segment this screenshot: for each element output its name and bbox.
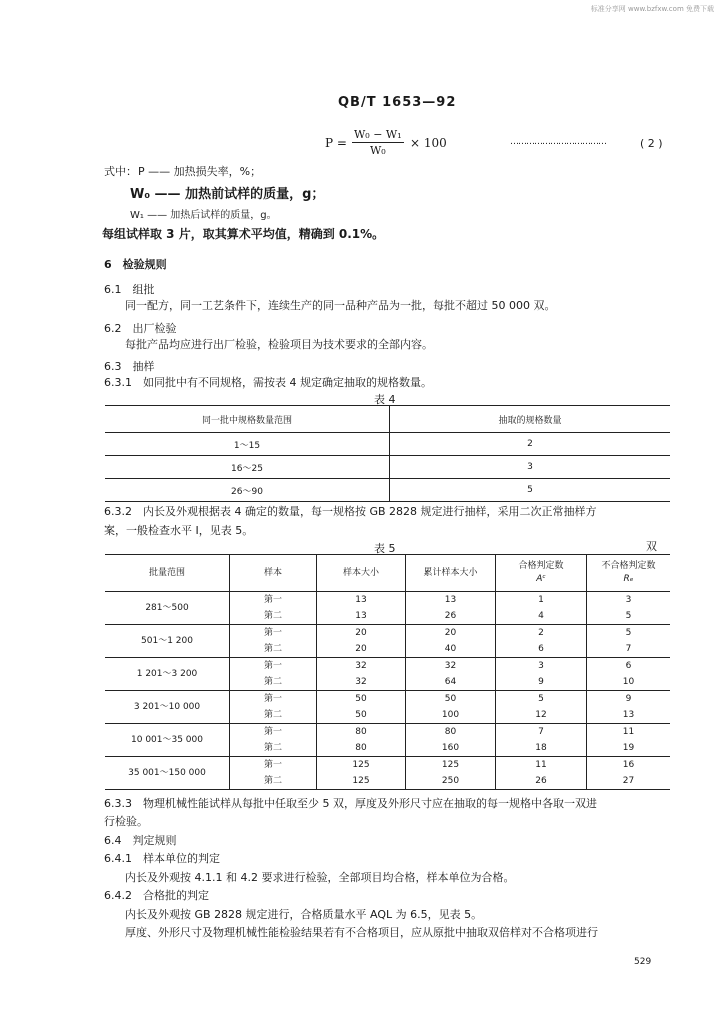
batch-range-cell: 3 201～10 000	[105, 691, 230, 724]
table-row	[105, 433, 670, 456]
table-5-caption: 表 5	[374, 542, 396, 555]
table-cell: 80	[317, 740, 406, 757]
table-5-header-ac-symbol: Aᶜ	[536, 574, 546, 584]
batch-range-cell: 35 001～150 000	[105, 757, 230, 790]
table-cell: 16～25	[105, 456, 390, 479]
formula-fraction	[352, 128, 404, 157]
table-cell: 20	[406, 625, 496, 642]
table-cell: 第一	[230, 757, 317, 774]
table-cell: 13	[622, 710, 635, 720]
formula-times: × 100	[410, 136, 447, 150]
section-6-3-3-line2: 行检验。	[104, 815, 148, 828]
table-cell: 第二	[230, 674, 317, 691]
table-cell: 80	[317, 724, 406, 741]
table-cell: 19	[622, 743, 635, 753]
batch-range-cell: 10 001～35 000	[105, 724, 230, 757]
table-cell: 第二	[230, 707, 317, 724]
section-6-1-text: 同一配方，同一工艺条件下，连续生产的同一品种产品为一批，每批不超过 50 000 双。	[125, 299, 556, 312]
table-row	[105, 757, 670, 774]
table-cell: 2	[496, 625, 587, 642]
table-row	[105, 592, 670, 609]
table-5-header-re	[587, 555, 671, 592]
table-row	[105, 724, 670, 741]
table-cell: 第二	[230, 740, 317, 757]
table-4-header-range: 同一批中规格数量范围	[105, 406, 390, 433]
table-cell: 5	[587, 625, 671, 642]
table-cell: 160	[406, 740, 496, 757]
table-cell: 250	[406, 773, 496, 790]
table-5-header-size: 样本大小	[317, 555, 406, 592]
table-cell: 100	[406, 707, 496, 724]
formula-denominator: W₀	[369, 144, 386, 157]
table-cell: 1～15	[105, 433, 390, 456]
where-lead: 式中：	[104, 165, 137, 178]
table-row	[105, 625, 670, 642]
table-cell: 3	[496, 658, 587, 675]
table-cell: 20	[317, 625, 406, 642]
table-5-unit: 双	[646, 540, 657, 553]
table-cell: 32	[317, 674, 406, 691]
section-6-4-2: 6.4.2 合格批的判定	[104, 889, 209, 902]
table-cell: 7	[625, 644, 632, 654]
section-6-4: 6.4 判定规则	[104, 834, 177, 847]
formula-number: ( 2 )	[640, 137, 663, 150]
where-w1: W₁ —— 加热后试样的质量，g。	[130, 210, 277, 221]
table-cell: 26	[406, 608, 496, 625]
section-6-2-text: 每批产品均应进行出厂检验，检验项目为技术要求的全部内容。	[125, 338, 433, 351]
formula-numerator: W₀ − W₁	[354, 128, 402, 141]
section-6-4-2-text2: 厚度、外形尺寸及物理机械性能检验结果若有不合格项目，应从原批中抽取双倍样对不合格项进行	[125, 926, 598, 939]
table-cell: 第一	[230, 592, 317, 609]
table-cell: 9	[496, 674, 587, 691]
table-row	[105, 691, 670, 708]
where-p: P —— 加热损失率，%；	[138, 165, 262, 178]
batch-range-cell: 281～500	[105, 592, 230, 625]
table-cell: 10	[622, 677, 635, 687]
watermark: 标准分享网 www.bzfxw.com 免费下载	[590, 5, 714, 13]
table-cell: 32	[406, 658, 496, 675]
table-cell: 11	[496, 757, 587, 774]
section-6-1: 6.1 组批	[104, 283, 155, 296]
table-cell: 50	[317, 707, 406, 724]
table-4-caption: 表 4	[374, 393, 396, 406]
table-cell: 16	[587, 757, 671, 774]
page-number: 529	[634, 957, 652, 967]
formula-lhs: P =	[325, 136, 347, 150]
table-cell: 11	[587, 724, 671, 741]
table-cell: 125	[317, 773, 406, 790]
table-row	[105, 658, 670, 675]
table-cell: 7	[496, 724, 587, 741]
table-cell: 第二	[230, 608, 317, 625]
table-cell: 5	[625, 611, 632, 621]
section-6-3-2-line2: 案，一般检查水平 Ⅰ，见表 5。	[104, 524, 254, 537]
table-cell: 第一	[230, 691, 317, 708]
table-cell: 4	[496, 608, 587, 625]
table-cell: 18	[496, 740, 587, 757]
table-cell: 2	[390, 433, 671, 456]
section-6-3-1: 6.3.1 如同批中有不同规格，需按表 4 规定确定抽取的规格数量。	[104, 376, 432, 389]
table-cell: 26	[496, 773, 587, 790]
table-5-header-batch: 批量范围	[105, 555, 230, 592]
table-cell: 80	[406, 724, 496, 741]
section-6-2: 6.2 出厂检验	[104, 322, 177, 335]
table-4	[105, 405, 670, 502]
table-cell: 64	[406, 674, 496, 691]
table-cell: 27	[622, 776, 635, 786]
table-cell: 125	[317, 757, 406, 774]
table-cell: 1	[496, 592, 587, 609]
table-cell: 13	[317, 592, 406, 609]
section-6-4-1: 6.4.1 样本单位的判定	[104, 852, 220, 865]
table-row	[105, 456, 670, 479]
batch-range-cell: 501～1 200	[105, 625, 230, 658]
table-cell: 40	[406, 641, 496, 658]
table-cell: 13	[406, 592, 496, 609]
table-cell: 第二	[230, 641, 317, 658]
sample-note: 每组试样取 3 片，取其算术平均值，精确到 0.1%。	[102, 227, 385, 241]
table-cell: 3	[390, 456, 671, 479]
table-5-header-sample: 样本	[230, 555, 317, 592]
table-cell: 12	[496, 707, 587, 724]
section-6-4-1-text: 内长及外观按 4.1.1 和 4.2 要求进行检验，全部项目均合格，样本单位为合格。	[125, 871, 515, 884]
table-cell: 50	[317, 691, 406, 708]
section-6: 6 检验规则	[104, 258, 167, 271]
section-6-4-2-text1: 内长及外观按 GB 2828 规定进行，合格质量水平 AQL 为 6.5，见表 5。	[125, 908, 483, 921]
table-5-header-ac	[496, 555, 587, 592]
table-5	[105, 554, 670, 790]
batch-range-cell: 1 201～3 200	[105, 658, 230, 691]
table-cell: 第一	[230, 625, 317, 642]
section-6-3: 6.3 抽样	[104, 360, 155, 373]
table-cell: 第一	[230, 724, 317, 741]
section-6-3-2-line1: 6.3.2 内长及外观根据表 4 确定的数量，每一规格按 GB 2828 规定进行抽样，采用二次正常抽样方	[104, 505, 597, 518]
table-cell: 6	[587, 658, 671, 675]
table-cell: 9	[587, 691, 671, 708]
table-4-header-count: 抽取的规格数量	[390, 406, 671, 433]
formula-leader: ………………………………	[510, 137, 606, 147]
table-cell: 13	[317, 608, 406, 625]
table-cell: 第二	[230, 773, 317, 790]
table-cell: 125	[406, 757, 496, 774]
table-row	[105, 479, 670, 502]
table-5-header-cum: 累计样本大小	[406, 555, 496, 592]
table-cell: 32	[317, 658, 406, 675]
table-5-header-ac-label: 合格判定数	[518, 561, 564, 571]
where-w0: W₀ —— 加热前试样的质量，g；	[130, 187, 325, 202]
table-5-header-re-label: 不合格判定数	[601, 561, 656, 571]
table-cell: 5	[390, 479, 671, 502]
table-5-header-re-symbol: Rₑ	[623, 574, 634, 584]
page-header: QB/T 1653—92	[338, 95, 457, 110]
table-cell: 第一	[230, 658, 317, 675]
table-cell: 26～90	[105, 479, 390, 502]
table-cell: 6	[496, 641, 587, 658]
table-cell: 3	[587, 592, 671, 609]
section-6-3-3-line1: 6.3.3 物理机械性能试样从每批中任取至少 5 双，厚度及外形尺寸应在抽取的每一规格中各取一双进	[104, 797, 597, 810]
table-cell: 50	[406, 691, 496, 708]
table-cell: 5	[496, 691, 587, 708]
table-cell: 20	[317, 641, 406, 658]
